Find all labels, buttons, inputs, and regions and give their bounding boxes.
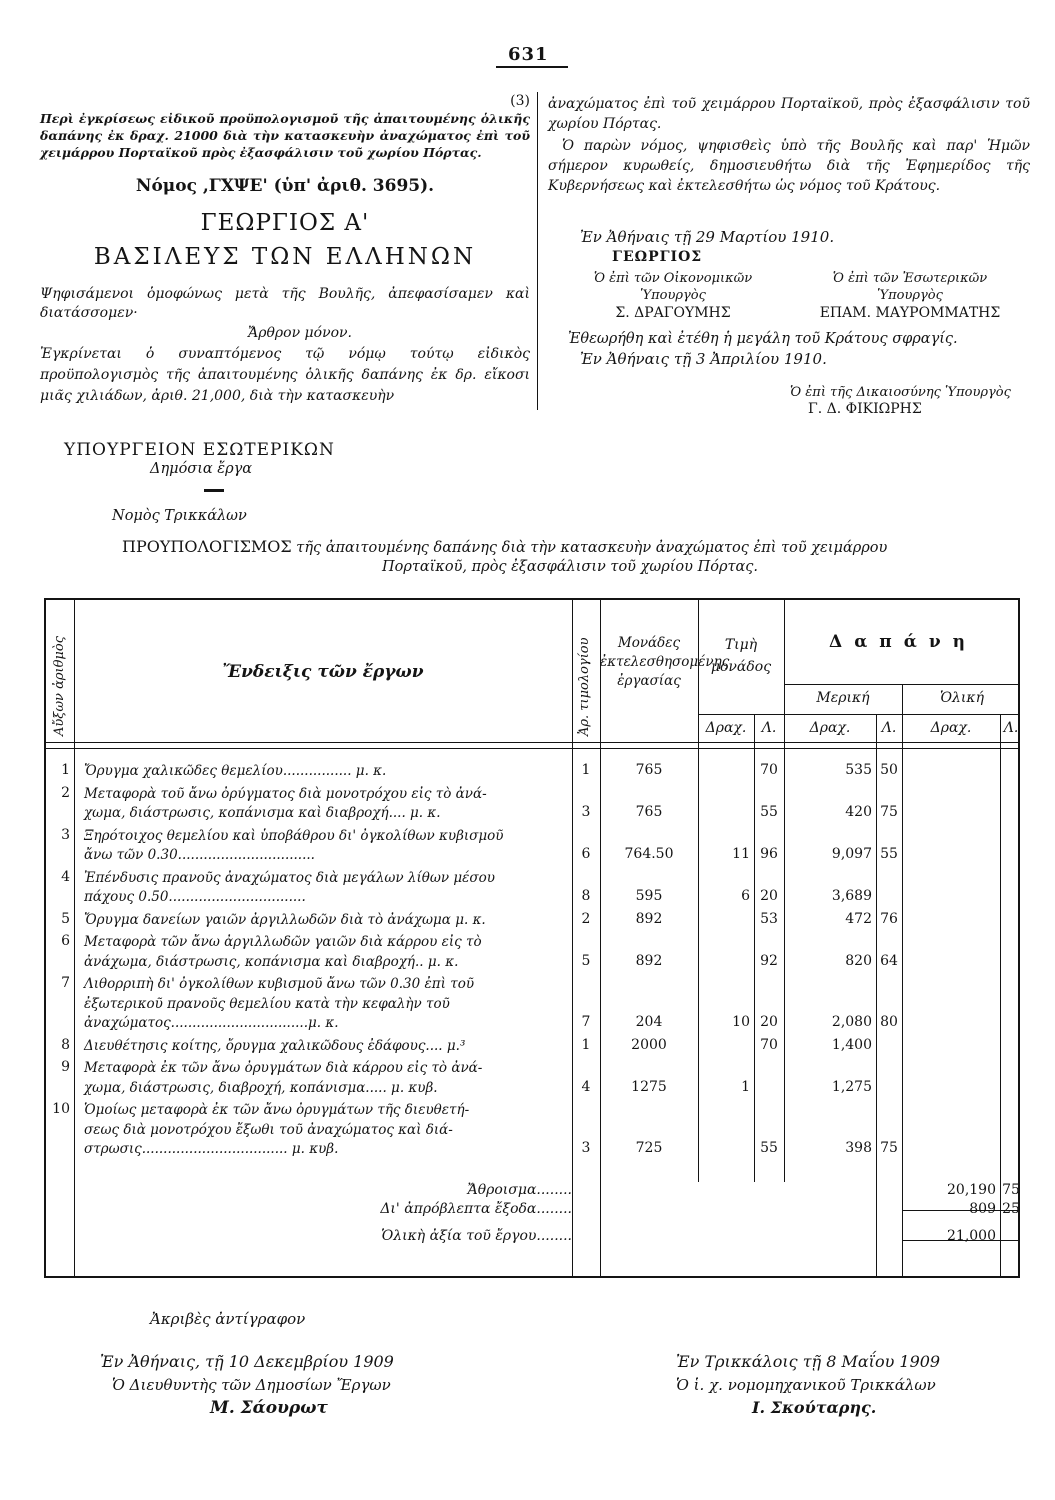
row-price-l: 70 [760, 762, 778, 778]
row-partial-l: 55 [880, 846, 898, 862]
row-units: 892 [635, 910, 663, 927]
table-vline [74, 600, 75, 1276]
minister1-title: Ὑπουργὸς [640, 288, 706, 303]
row-price-ref: 4 [581, 1078, 591, 1095]
header-unit-price: Τιμὴ μονάδος [710, 637, 772, 675]
table-header-bottom [46, 742, 1018, 743]
row-partial-l: 75 [880, 1140, 898, 1156]
row-price-ref: 7 [581, 1014, 591, 1030]
department: Δημόσια ἔργα [150, 461, 253, 477]
row-price-l: 53 [760, 910, 778, 927]
row-price-ref: 2 [581, 910, 591, 927]
ministry-title: ΥΠΟΥΡΓΕΙΟΝ ΕΣΩΤΕΡΙΚΩΝ [64, 440, 335, 460]
row-price-l: 96 [760, 846, 778, 862]
row-description-line: στρωσις.................................. μ. κυβ. [84, 1141, 339, 1157]
row-price-l: 92 [760, 952, 778, 969]
table-vline [600, 600, 601, 1276]
row-partial-dr: 9,097 [831, 846, 872, 862]
row-units: 2000 [631, 1036, 667, 1053]
row-description-line: Μεταφορὰ τῶν ἄνω ἀργιλλωδῶν γαιῶν διὰ κάρρου εἰς τὸ [84, 934, 482, 950]
row-description-line: Ὄρυγμα χαλικῶδες θεμελίου................ μ. κ. [84, 763, 387, 779]
budget-title-rest: τῆς ἀπαιτουμένης δαπάνης διὰ τὴν κατασκευὴν ἀναχώματος ἐπὶ τοῦ χειμάρρου [296, 540, 888, 556]
justice-name: Γ. Δ. ΦΙΚΙΩΡΗΣ [808, 401, 922, 417]
minister1-role: Ὁ ἐπὶ τῶν Οἰκονομικῶν [593, 271, 753, 286]
row-partial-l: 50 [880, 762, 898, 778]
king-title-line2: ΒΑΣΙΛΕΥΣ ΤΩΝ ΕΛΛΗΝΩΝ [93, 244, 477, 270]
header-total-dr: Δραχ. [930, 720, 972, 736]
row-price-ref: 6 [581, 846, 591, 862]
header-price-dr: Δραχ. [705, 720, 747, 736]
law-title: Νόμος ,ΓΧΨΕ' (ὑπ' ἀριθ. 3695). [135, 176, 435, 196]
row-description-line: σεως διὰ μονοτρόχου ἔξωθι τοῦ ἀναχώματος καὶ διά- [84, 1121, 453, 1138]
row-price-dr: 1 [741, 1078, 750, 1095]
seal-date: Ἐν Ἀθήναις τῇ 3 Ἀπριλίου 1910. [580, 350, 827, 368]
row-units: 204 [635, 1014, 663, 1030]
row-description-line: Διευθέτησις κοίτης, ὄρυγμα χαλικῶδους ἐδάφους.... μ.³ [84, 1037, 466, 1054]
row-partial-l: 76 [880, 910, 898, 927]
row-units: 725 [635, 1140, 663, 1156]
preamble: Ψηφισάμενοι ὁμοφώνως μετὰ τῆς Βουλῆς, ἀπεφασίσαμεν καὶ διατάσσομεν· [40, 286, 530, 321]
budget-title [122, 537, 1022, 556]
row-price-ref: 1 [581, 762, 591, 778]
minister2-role: Ὁ ἐπὶ τῶν Ἐσωτερικῶν [832, 271, 988, 286]
row-number: 6 [61, 933, 70, 949]
row-price-l: 55 [760, 1140, 778, 1156]
column-divider [537, 92, 538, 410]
row-price-l: 70 [760, 1036, 778, 1053]
row-description-line: χωμα, διάστρωσις, διαβροχή, κοπάνισμα..... μ. κυβ. [84, 1079, 438, 1096]
footer-left-name: Μ. Σάουρωτ [210, 1398, 328, 1418]
footer-left-date: Ἐν Ἀθήναις, τῇ 10 Δεκεμβρίου 1909 [100, 1352, 394, 1371]
footer-right-role: Ὁ ἱ. χ. νομομηχανικοῦ Τρικκάλων [676, 1376, 936, 1394]
minister1-name: Σ. ΔΡΑΓΟΥΜΗΣ [615, 305, 731, 321]
page-number-rule [496, 66, 568, 68]
row-partial-dr: 420 [845, 804, 872, 820]
summary-unforeseen-dr: 809 [969, 1201, 996, 1217]
row-number: 8 [61, 1036, 70, 1053]
table-header-bottom-2 [46, 748, 1018, 749]
minister2-title: Ὑπουργὸς [877, 288, 943, 303]
row-partial-dr: 3,689 [831, 888, 872, 904]
table-vline [754, 714, 755, 1182]
summary-total-dr: 21,000 [947, 1228, 996, 1244]
row-description-line: ἄνω τῶν 0.30................................ [84, 847, 315, 863]
king-signature: ΓΕΩΡΓΙΟΣ [612, 249, 703, 265]
row-price-l: 20 [760, 888, 778, 904]
king-title-line1: ΓΕΩΡΓΙΟΣ Α' [200, 210, 370, 236]
row-price-ref: 8 [581, 888, 591, 904]
row-description-line: ἀνάχωμα, διάστρωσις, κοπάνισμα καὶ διαβροχή.. μ. κ. [84, 953, 459, 970]
footer-right-name: Ι. Σκούταρης. [752, 1398, 877, 1417]
budget-title-line2: Πορταϊκοῦ, πρὸς ἐξασφάλισιν τοῦ χωρίου Πόρτας. [381, 559, 759, 575]
header-price-list: Ἀρ. τιμολογίου [577, 637, 592, 736]
header-total: Ὁλική [940, 690, 984, 706]
row-number: 2 [61, 784, 70, 801]
row-description-line: Μεταφορὰ τοῦ ἄνω ὀρύγματος διὰ μονοτρόχου εἰς τὸ ἀνά- [84, 785, 487, 802]
row-number: 5 [61, 910, 70, 927]
row-price-ref: 5 [581, 952, 591, 969]
row-description-line: Ὄρυγμα δανείων γαιῶν ἀργιλλωδῶν διὰ τὸ ἀνάχωμα μ. κ. [84, 911, 486, 928]
header-expense: Δαπάνη [829, 632, 977, 652]
section-dash [204, 489, 224, 492]
header-total-l: Λ. [1003, 720, 1019, 736]
page-number: 631 [508, 44, 549, 65]
table-vline [572, 600, 573, 1276]
row-number: 10 [52, 1101, 70, 1117]
row-partial-l: 75 [880, 804, 898, 820]
row-units: 595 [635, 888, 663, 904]
header-units: Μονάδες ἐκτελεσθησομένης ἐργασίας [600, 635, 730, 689]
row-description-line: Ἐπένδυσις πρανοῦς ἀναχώματος διὰ μεγάλων λίθων μέσου [84, 869, 495, 886]
budget-table [44, 598, 1020, 1278]
row-partial-dr: 535 [845, 762, 872, 778]
row-price-l: 55 [760, 804, 778, 820]
row-price-l: 20 [760, 1014, 778, 1030]
row-partial-dr: 472 [845, 910, 872, 927]
summary-unforeseen-l: 25 [1002, 1201, 1020, 1217]
table-hline [698, 714, 1018, 715]
row-units: 1275 [631, 1078, 667, 1095]
row-description-line: ἀναχώματος................................μ. κ. [84, 1015, 339, 1031]
header-partial: Μερική [816, 690, 870, 706]
law-heading: Περὶ ἐγκρίσεως εἰδικοῦ προϋπολογισμοῦ τῆς ἀπαιτουμένης ὁλικῆς δαπάνης ἐκ δραχ. 21000 διὰ τὴν κατασκευὴν ἀναχώματος ἐπὶ τοῦ χειμάρρου Πορταϊκοῦ πρὸς ἐξασφάλισιν τοῦ χωρίου Πόρτας. [40, 111, 530, 160]
row-price-dr: 6 [741, 888, 750, 904]
summary-total-label: Ὁλικὴ ἀξία τοῦ ἔργου........ [381, 1228, 572, 1244]
footer-left-role: Ὁ Διευθυντὴς τῶν Δημοσίων Ἔργων [112, 1376, 391, 1394]
minister2-name: ΕΠΑΜ. ΜΑΥΡΟΜΜΑΤΗΣ [819, 305, 1001, 321]
row-partial-l: 64 [880, 952, 898, 969]
row-partial-dr: 2,080 [831, 1014, 872, 1030]
header-description: Ἔνδειξις τῶν ἔργων [222, 662, 424, 682]
promulgation-text: Ὁ παρὼν νόμος, ψηφισθεὶς ὑπὸ τῆς Βουλῆς καὶ παρ' Ἡμῶν σήμερον κυρωθείς, δημοσιευθήτω διὰ τῆς Ἐφημερίδος τῆς Κυβερνήσεως καὶ ἐκτελεσθήτω ὡς νόμος τοῦ Κράτους. [548, 138, 1030, 194]
law-date: Ἐν Ἀθήναις τῇ 29 Μαρτίου 1910. [580, 228, 835, 246]
summary-sum-label: Ἄθροισμα........ [467, 1182, 572, 1198]
article-heading: Ἄρθρον μόνον. [248, 325, 352, 341]
article-text: Ἐγκρίνεται ὁ συναπτόμενος τῷ νόμῳ τούτῳ εἰδικὸς προϋπολογισμὸς τῆς ἀπαιτουμένης ὁλικῆς δαπάνης ἐκ δρ. εἴκοσι μιᾶς χιλιάδων, ἀριθ. 21,000, διὰ τὴν κατασκευὴν [40, 346, 530, 404]
row-description-line: Ὁμοίως μεταφορὰ ἐκ τῶν ἄνω ὀρυγμάτων τῆς διευθετή- [84, 1102, 470, 1118]
summary-unforeseen-label: Δι' ἀπρόβλεπτα ἔξοδα........ [380, 1201, 572, 1217]
row-price-ref: 3 [581, 804, 591, 820]
row-partial-dr: 1,275 [831, 1078, 872, 1095]
row-number: 7 [61, 975, 70, 991]
row-description-line: πάχους 0.50................................ [84, 889, 306, 905]
row-units: 892 [635, 952, 663, 969]
article-continuation: ἀναχώματος ἐπὶ τοῦ χειμάρρου Πορταϊκοῦ, πρὸς ἐξασφάλισιν τοῦ χωρίου Πόρτας. [548, 96, 1030, 132]
row-units: 764.50 [624, 846, 674, 862]
row-units: 765 [635, 804, 663, 820]
header-partial-dr: Δραχ. [809, 720, 851, 736]
row-number: 1 [61, 762, 70, 778]
row-number: 3 [61, 826, 70, 843]
row-description-line: Λιθορριπὴ δι' ὀγκολίθων κυβισμοῦ ἄνω τῶν 0.30 ἐπὶ τοῦ [84, 976, 475, 992]
row-partial-l: 80 [880, 1014, 898, 1030]
row-partial-dr: 398 [845, 1140, 872, 1156]
summary-sum-l: 75 [1002, 1182, 1020, 1198]
row-price-dr: 11 [732, 846, 750, 862]
row-price-ref: 1 [581, 1036, 591, 1053]
row-description-line: ἐξωτερικοῦ πρανοῦς θεμελίου κατὰ τὴν κεφαλὴν τοῦ [84, 995, 450, 1012]
row-description-line: Μεταφορὰ ἐκ τῶν ἄνω ὀρυγμάτων διὰ κάρρου εἰς τὸ ἀνά- [84, 1060, 483, 1076]
justice-role: Ὁ ἐπὶ τῆς Δικαιοσύνης Ὑπουργὸς [790, 385, 1011, 400]
copy-note: Ἀκριβὲς ἀντίγραφον [150, 1310, 306, 1328]
header-price-l: Λ. [761, 720, 777, 736]
row-number: 4 [61, 868, 70, 885]
number-tag: (3) [510, 93, 530, 109]
footer-right-date: Ἐν Τρικκάλοις τῇ 8 Μαΐου 1909 [676, 1352, 941, 1371]
row-partial-dr: 820 [845, 952, 872, 969]
table-vline [876, 714, 877, 1276]
seal-note: Ἐθεωρήθη καὶ ἐτέθη ἡ μεγάλη τοῦ Κράτους σφραγίς. [568, 331, 958, 347]
header-serial: Αὔξων ἀριθμὸς [52, 636, 67, 736]
row-number: 9 [61, 1059, 70, 1075]
row-units: 765 [635, 762, 663, 778]
row-description-line: χωμα, διάστρωσις, κοπάνισμα καὶ διαβροχή.... μ. κ. [84, 805, 441, 821]
row-price-ref: 3 [581, 1140, 591, 1156]
row-description-line: Ξηρότοιχος θεμελίου καὶ ὑποβάθρου δι' ὀγκολίθων κυβισμοῦ [84, 827, 504, 844]
table-hline [784, 684, 1018, 685]
row-price-dr: 10 [732, 1014, 750, 1030]
row-partial-dr: 1,400 [831, 1036, 872, 1053]
summary-sum-dr: 20,190 [947, 1182, 996, 1198]
header-partial-l: Λ. [881, 720, 897, 736]
prefecture: Νομὸς Τρικκάλων [112, 508, 247, 524]
budget-title-bold: ΠΡΟΥΠΟΛΟΓΙΣΜΟΣ [122, 537, 292, 556]
